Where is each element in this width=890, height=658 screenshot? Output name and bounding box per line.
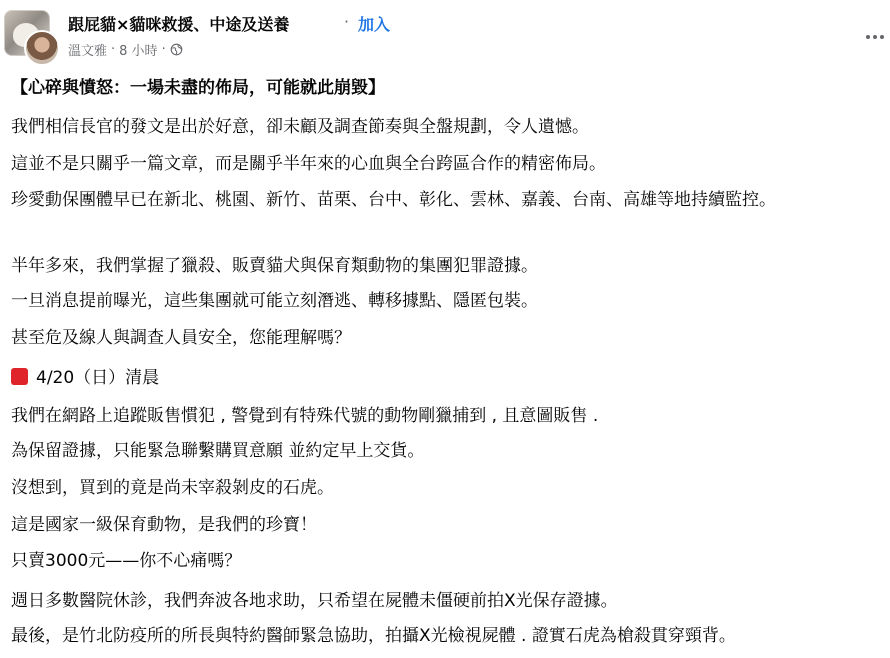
group-name-link[interactable]: 跟屁貓×貓咪救援、中途及送養 bbox=[68, 15, 290, 34]
globe-icon[interactable] bbox=[170, 43, 183, 56]
post-paragraph: 我們相信長官的發文是出於好意，卻未顧及調查節奏與全盤規劃，令人遺憾。 bbox=[11, 117, 589, 137]
post-paragraph: 珍愛動保團體早已在新北、桃園、新竹、苗栗、台中、彰化、雲林、嘉義、台南、高雄等地持續監控。 bbox=[11, 190, 776, 210]
post-title: 【心碎與憤怒：一場未盡的佈局，可能就此崩毀】 bbox=[11, 78, 385, 98]
author-avatar[interactable] bbox=[24, 30, 60, 66]
post-paragraph: 甚至危及線人與調查人員安全，您能理解嗎？ bbox=[11, 328, 351, 348]
post-paragraph: 半年多來，我們掌握了獵殺、販賣貓犬與保育類動物的集團犯罪證據。 bbox=[11, 256, 538, 276]
author-name-link[interactable]: 溫文雅 bbox=[68, 44, 108, 59]
post-paragraph: 最後，是竹北防疫所的所長與特約醫師緊急協助，拍攝X光檢視屍體 . 證實石虎為槍殺貫穿頸背。 bbox=[11, 626, 736, 646]
post-meta bbox=[68, 40, 183, 59]
separator: · bbox=[344, 12, 350, 31]
meta-separator: · bbox=[161, 42, 166, 57]
post-paragraph: 只賣3000元——你不心痛嗎？ bbox=[11, 551, 242, 571]
post-paragraph: 週日多數醫院休診，我們奔波各地求助，只希望在屍體未僵硬前拍X光保存證據。 bbox=[11, 591, 618, 611]
meta-separator: · bbox=[111, 42, 116, 57]
post-paragraph: 這並不是只關乎一篇文章，而是關乎半年來的心血與全台跨區合作的精密佈局。 bbox=[11, 154, 606, 174]
post-paragraph: 這是國家一級保育動物，是我們的珍寶！ bbox=[11, 515, 317, 535]
red-square-icon bbox=[11, 368, 28, 385]
post-paragraph: 沒想到，買到的竟是尚未宰殺剝皮的石虎。 bbox=[11, 478, 334, 498]
post-time-link[interactable]: 8 小時 bbox=[119, 44, 158, 59]
post-paragraph: 我們在網路上追蹤販售慣犯 , 警覺到有特殊代號的動物剛獵捕到 , 且意圖販售 . bbox=[11, 406, 599, 426]
post-paragraph: 一旦消息提前曝光，這些集團就可能立刻潛逃、轉移據點、隱匿包裝。 bbox=[11, 291, 538, 311]
avatar-stack[interactable] bbox=[4, 10, 56, 62]
date-heading-text: 4/20（日）清晨 bbox=[36, 368, 160, 388]
date-heading bbox=[11, 364, 159, 392]
join-group-button[interactable]: 加入 bbox=[358, 15, 391, 34]
more-options-icon[interactable] bbox=[866, 26, 890, 40]
post-paragraph: 為保留證據，只能緊急聯繫購買意願 並約定早上交貨。 bbox=[11, 441, 425, 461]
post-header bbox=[0, 0, 890, 70]
